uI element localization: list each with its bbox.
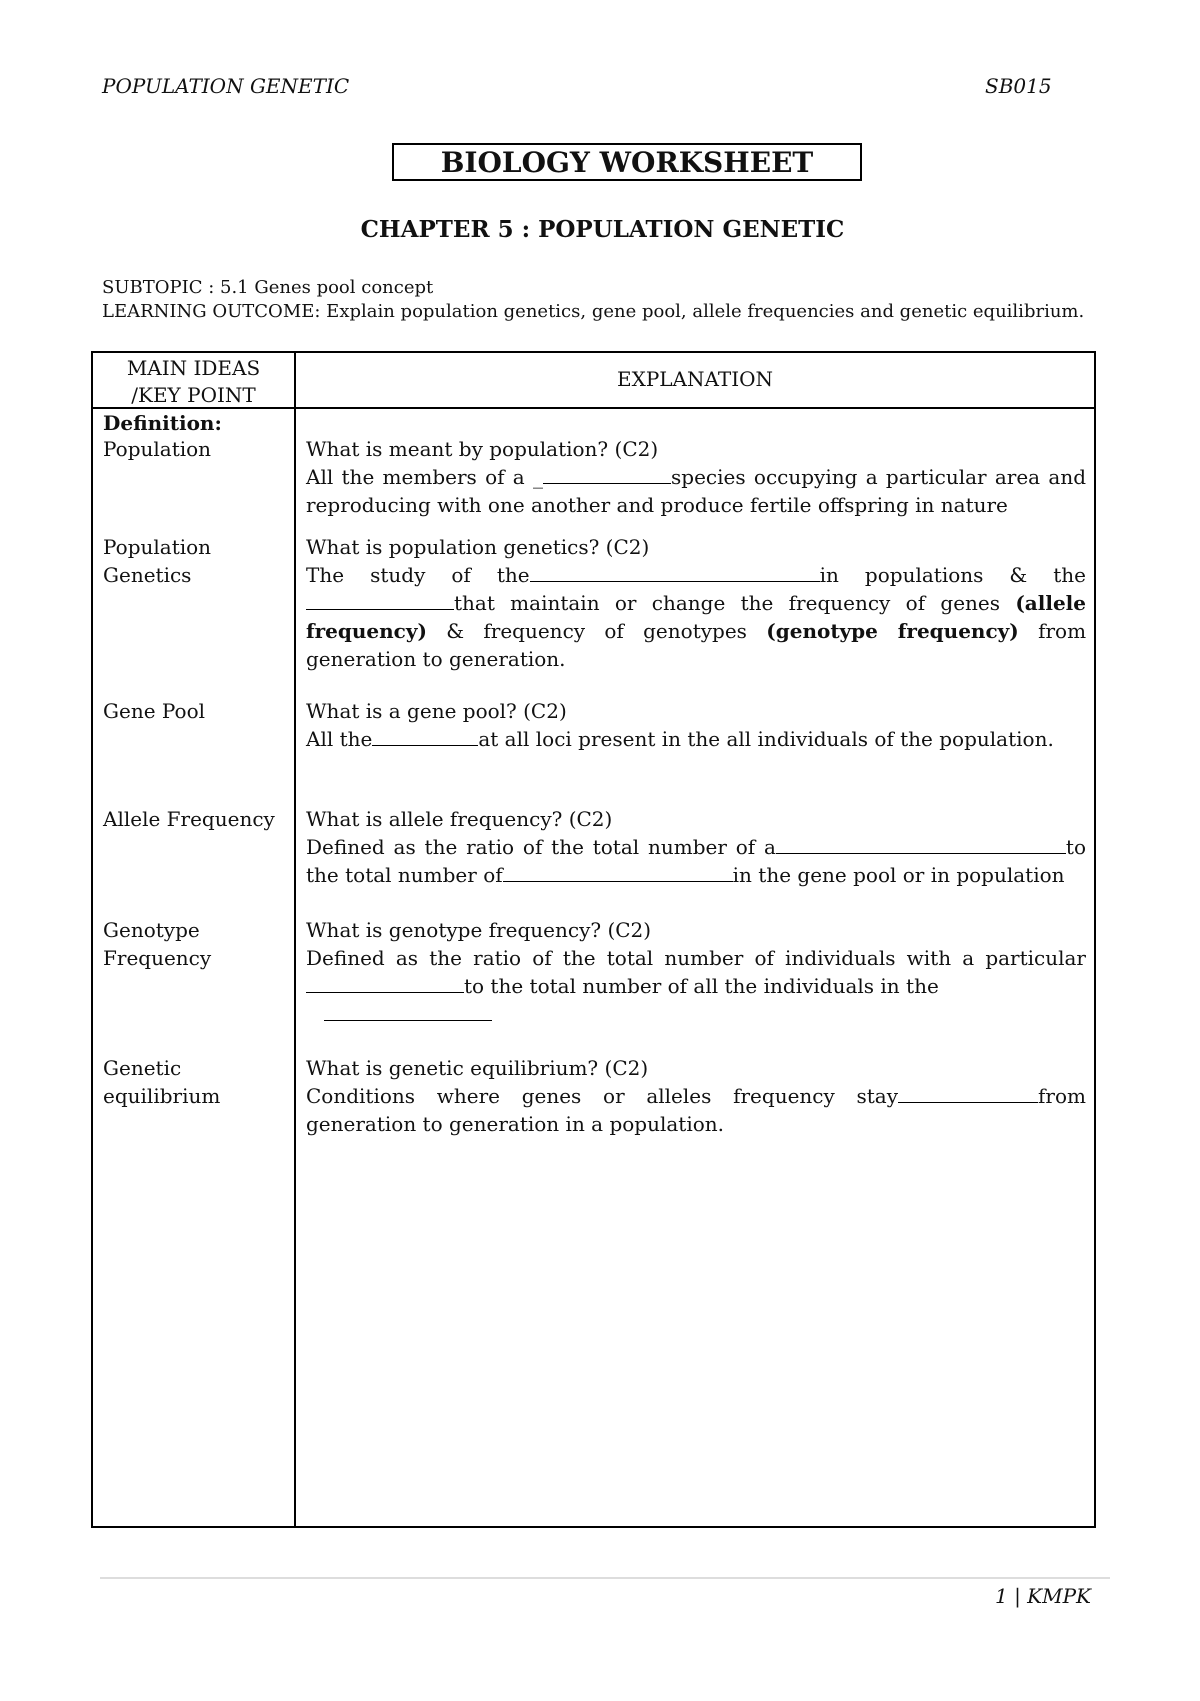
header-course-code: SB015 bbox=[985, 74, 1052, 98]
key-point-genotype-frequency bbox=[103, 916, 288, 972]
answer-fragment: & frequency of genotypes bbox=[446, 619, 747, 643]
subtopic: SUBTOPIC : 5.1 Genes pool concept bbox=[102, 277, 434, 298]
chapter-heading: CHAPTER 5 : POPULATION GENETIC bbox=[360, 216, 845, 243]
worksheet-title bbox=[392, 143, 862, 181]
answer-text bbox=[306, 1082, 1086, 1138]
fill-in-blank[interactable] bbox=[543, 465, 671, 484]
answer-fragment: All the members of a _ bbox=[306, 465, 544, 489]
key-point-gene-pool bbox=[103, 697, 288, 725]
explanation-population bbox=[306, 435, 1086, 519]
bold-term: (allele frequency) bbox=[306, 591, 1087, 643]
answer-text bbox=[306, 833, 1086, 889]
answer-fragment: in populations & the bbox=[819, 563, 1087, 587]
fill-in-blank[interactable] bbox=[503, 863, 733, 882]
key-point-text: Frequency bbox=[103, 946, 212, 970]
definition-label: Definition: bbox=[103, 411, 222, 435]
answer-text bbox=[306, 463, 1086, 519]
header-chapter-title: POPULATION GENETIC bbox=[102, 74, 350, 98]
footer-divider bbox=[100, 1577, 1110, 1579]
key-point-genetic-equilibrium bbox=[103, 1054, 288, 1110]
answer-fragment: that maintain or change the frequency of genes bbox=[454, 591, 1001, 615]
answer-text bbox=[306, 725, 1086, 753]
answer-fragment: to the total number of bbox=[306, 835, 1086, 887]
worksheet-table bbox=[91, 351, 1096, 1528]
key-point-text: Gene Pool bbox=[103, 699, 206, 723]
key-point-text: Genetic bbox=[103, 1056, 182, 1080]
answer-fragment: to the total number of all the individuals in the bbox=[464, 974, 939, 998]
key-point-text: Genetics bbox=[103, 563, 192, 587]
answer-fragment: Defined as the ratio of the total number of a bbox=[306, 835, 776, 859]
answer-fragment: Defined as the ratio of the total number of individuals with a particular bbox=[306, 946, 1086, 970]
answer-fragment: All the bbox=[306, 727, 373, 751]
key-point-population bbox=[103, 435, 288, 463]
worksheet-title-text: BIOLOGY WORKSHEET bbox=[440, 145, 814, 179]
fill-in-blank[interactable] bbox=[306, 974, 464, 993]
question-text: What is meant by population? (C2) bbox=[306, 437, 659, 461]
key-point-text: Allele Frequency bbox=[103, 807, 275, 831]
fill-in-blank[interactable] bbox=[306, 591, 454, 610]
explanation-gene-pool bbox=[306, 697, 1086, 753]
question-text: What is genetic equilibrium? (C2) bbox=[306, 1056, 649, 1080]
fill-in-blank[interactable] bbox=[776, 835, 1066, 854]
explanation-allele-frequency bbox=[306, 805, 1086, 889]
column-header-explanation: EXPLANATION bbox=[616, 367, 773, 391]
question-text: What is allele frequency? (C2) bbox=[306, 807, 613, 831]
column-header-main-ideas bbox=[93, 355, 294, 409]
fill-in-blank[interactable] bbox=[324, 1002, 492, 1021]
question-text: What is population genetics? (C2) bbox=[306, 535, 650, 559]
explanation-genetic-equilibrium bbox=[306, 1054, 1086, 1138]
column-header-line-1: MAIN IDEAS bbox=[126, 356, 261, 380]
fill-in-blank[interactable] bbox=[372, 727, 478, 746]
answer-text bbox=[306, 561, 1086, 673]
answer-fragment: in the gene pool or in population bbox=[732, 863, 1065, 887]
explanation-genotype-frequency bbox=[306, 916, 1086, 1028]
answer-fragment: The study of the bbox=[306, 563, 530, 587]
answer-fragment: at all loci present in the all individuals of the population. bbox=[478, 727, 1054, 751]
question-text: What is a gene pool? (C2) bbox=[306, 699, 567, 723]
answer-text bbox=[306, 944, 1086, 1000]
learning-outcome: LEARNING OUTCOME: Explain population genetics, gene pool, allele frequencies and genetic equilibrium. bbox=[102, 301, 1085, 322]
fill-in-blank[interactable] bbox=[530, 563, 820, 582]
question-text: What is genotype frequency? (C2) bbox=[306, 918, 652, 942]
column-divider bbox=[294, 353, 296, 1526]
page-footer: 1 | KMPK bbox=[995, 1584, 1091, 1608]
answer-blank-line bbox=[306, 1000, 1086, 1028]
answer-fragment: Conditions where genes or alleles frequency stay bbox=[306, 1084, 899, 1108]
column-header-line-2: /KEY POINT bbox=[131, 383, 256, 407]
bold-term: (genotype frequency) bbox=[766, 619, 1019, 643]
key-point-text: Population bbox=[103, 535, 212, 559]
key-point-population-genetics bbox=[103, 533, 288, 589]
key-point-allele-frequency bbox=[103, 805, 288, 833]
key-point-text: Genotype bbox=[103, 918, 200, 942]
answer-fragment: from generation to generation in a population. bbox=[306, 1084, 1086, 1136]
key-point-text: equilibrium bbox=[103, 1084, 221, 1108]
key-point-text: Population bbox=[103, 437, 212, 461]
answer-fragment: species occupying a particular area and reproducing with one another and produce fertile offspring in nature bbox=[306, 465, 1086, 517]
explanation-population-genetics bbox=[306, 533, 1086, 673]
fill-in-blank[interactable] bbox=[898, 1084, 1038, 1103]
answer-fragment: from generation to generation. bbox=[306, 619, 1087, 671]
